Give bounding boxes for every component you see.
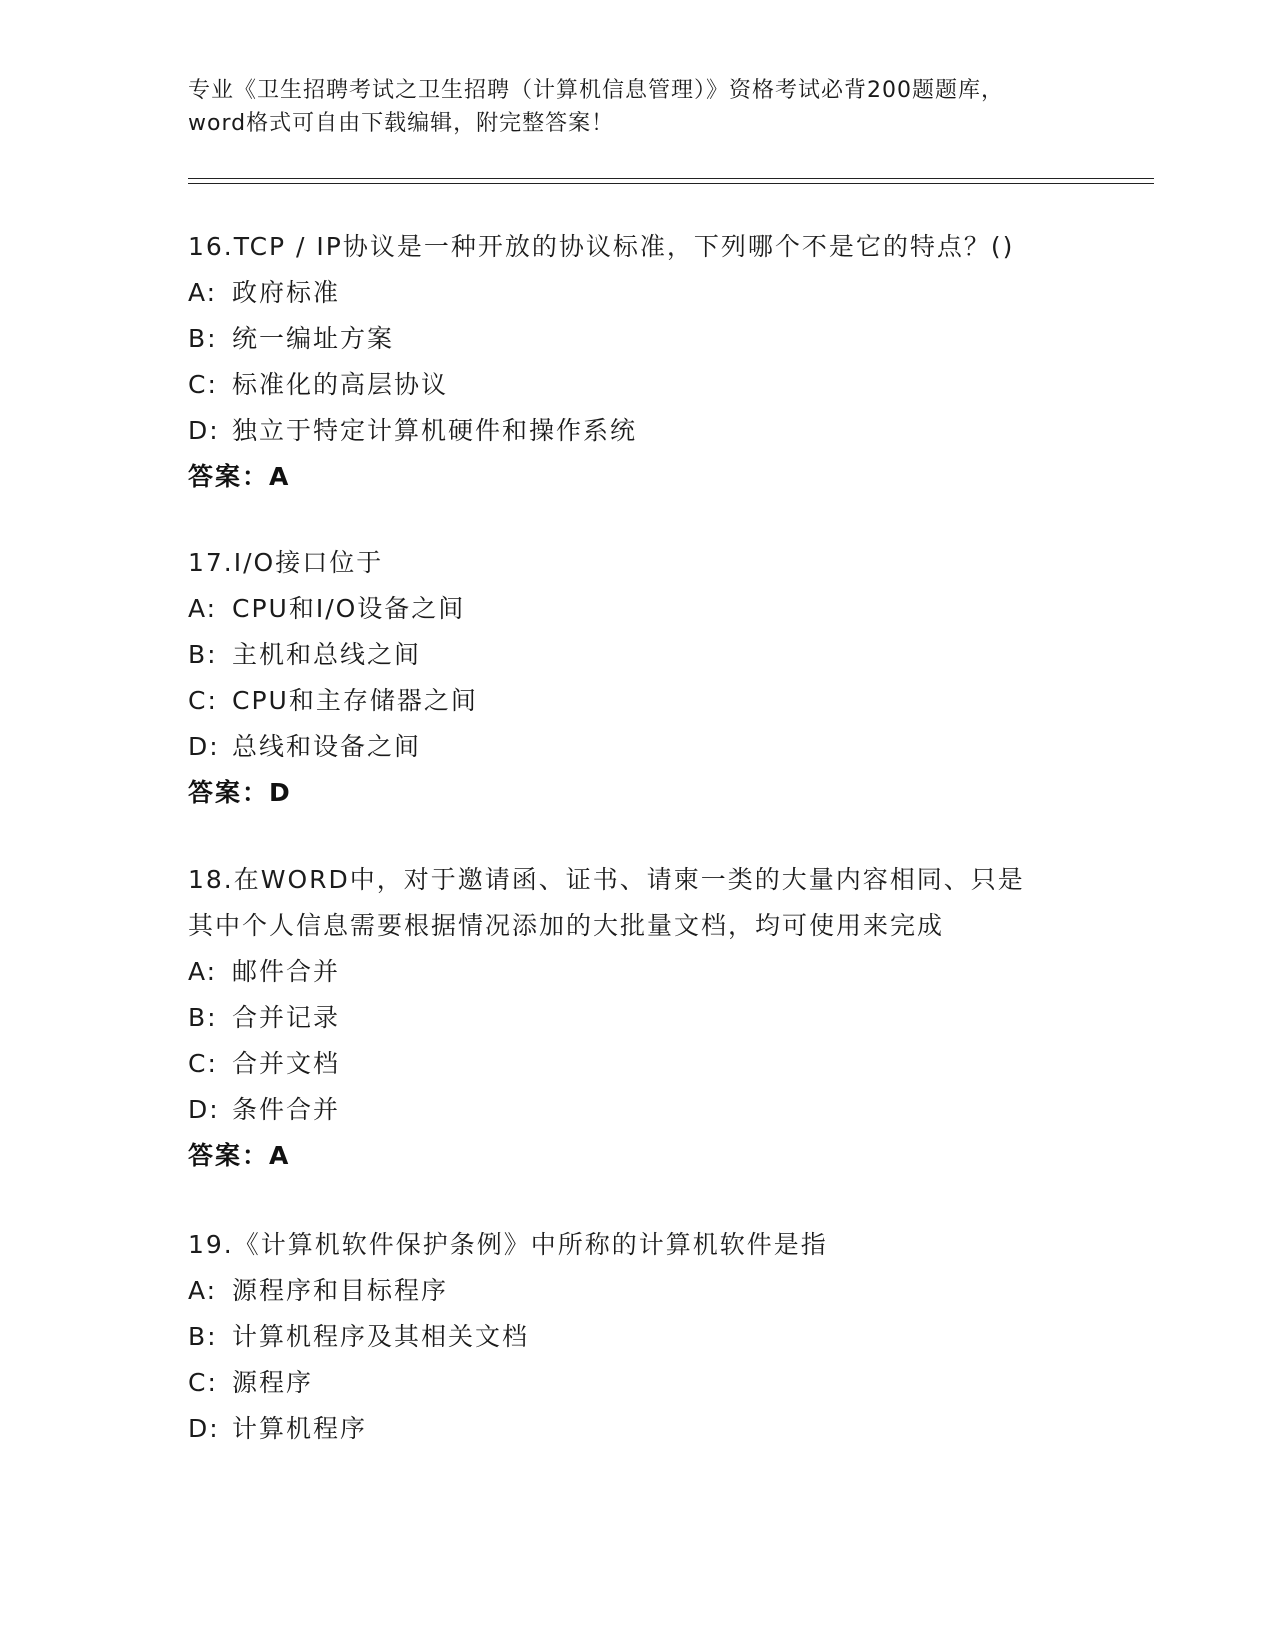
question-18 bbox=[188, 857, 1088, 1179]
document-header bbox=[188, 74, 1088, 140]
header-line-2: word格式可自由下载编辑，附完整答案！ bbox=[188, 111, 615, 136]
option-a bbox=[188, 949, 1088, 995]
option-text: 合并文档 bbox=[232, 1049, 341, 1078]
question-17 bbox=[188, 540, 1088, 816]
option-text: 政府标准 bbox=[232, 278, 341, 307]
option-letter: D: bbox=[188, 416, 220, 445]
option-letter: C: bbox=[188, 686, 218, 715]
question-19 bbox=[188, 1222, 1088, 1452]
option-letter: B: bbox=[188, 324, 218, 353]
option-letter: A: bbox=[188, 594, 218, 623]
option-b bbox=[188, 1314, 1088, 1360]
option-d bbox=[188, 724, 1088, 770]
option-letter: B: bbox=[188, 1003, 218, 1032]
option-c bbox=[188, 1360, 1088, 1406]
header-divider-bottom bbox=[188, 183, 1154, 184]
answer-line: 答案：D bbox=[188, 778, 292, 807]
option-letter: B: bbox=[188, 640, 218, 669]
option-d bbox=[188, 1087, 1088, 1133]
question-text-continued: 其中个人信息需要根据情况添加的大批量文档，均可使用来完成 bbox=[188, 911, 945, 940]
option-c bbox=[188, 362, 1088, 408]
option-text: 主机和总线之间 bbox=[232, 640, 422, 669]
option-b bbox=[188, 995, 1088, 1041]
header-line-1: 专业《卫生招聘考试之卫生招聘（计算机信息管理）》资格考试必背200题题库， bbox=[188, 78, 1004, 103]
answer-line: 答案：A bbox=[188, 462, 291, 491]
option-letter: C: bbox=[188, 1049, 218, 1078]
option-text: 源程序和目标程序 bbox=[232, 1276, 449, 1305]
option-text: 条件合并 bbox=[232, 1095, 341, 1124]
answer-line: 答案：A bbox=[188, 1141, 291, 1170]
question-text: 17.I/O接口位于 bbox=[188, 548, 384, 577]
option-letter: A: bbox=[188, 1276, 218, 1305]
question-16 bbox=[188, 224, 1088, 500]
option-text: CPU和主存储器之间 bbox=[232, 686, 478, 715]
option-c bbox=[188, 1041, 1088, 1087]
option-d bbox=[188, 408, 1088, 454]
option-b bbox=[188, 316, 1088, 362]
option-text: 独立于特定计算机硬件和操作系统 bbox=[232, 416, 638, 445]
option-text: 总线和设备之间 bbox=[232, 732, 422, 761]
question-text: 18.在WORD中，对于邀请函、证书、请柬一类的大量内容相同、只是 bbox=[188, 865, 1025, 894]
option-text: 统一编址方案 bbox=[232, 324, 395, 353]
option-text: 合并记录 bbox=[232, 1003, 341, 1032]
option-text: 源程序 bbox=[232, 1368, 314, 1397]
option-text: 计算机程序 bbox=[232, 1414, 368, 1443]
option-letter: C: bbox=[188, 370, 218, 399]
option-text: 邮件合并 bbox=[232, 957, 341, 986]
option-letter: A: bbox=[188, 957, 218, 986]
option-a bbox=[188, 1268, 1088, 1314]
option-a bbox=[188, 270, 1088, 316]
question-text: 16.TCP / IP协议是一种开放的协议标准，下列哪个不是它的特点？() bbox=[188, 232, 1015, 261]
question-text: 19.《计算机软件保护条例》中所称的计算机软件是指 bbox=[188, 1230, 828, 1259]
option-letter: C: bbox=[188, 1368, 218, 1397]
header-divider-top bbox=[188, 178, 1154, 179]
option-letter: B: bbox=[188, 1322, 218, 1351]
option-letter: D: bbox=[188, 1414, 220, 1443]
option-text: 标准化的高层协议 bbox=[232, 370, 449, 399]
option-a bbox=[188, 586, 1088, 632]
option-c bbox=[188, 678, 1088, 724]
option-letter: A: bbox=[188, 278, 218, 307]
option-b bbox=[188, 632, 1088, 678]
option-text: CPU和I/O设备之间 bbox=[232, 594, 466, 623]
option-d bbox=[188, 1406, 1088, 1452]
option-letter: D: bbox=[188, 1095, 220, 1124]
option-letter: D: bbox=[188, 732, 220, 761]
option-text: 计算机程序及其相关文档 bbox=[232, 1322, 530, 1351]
